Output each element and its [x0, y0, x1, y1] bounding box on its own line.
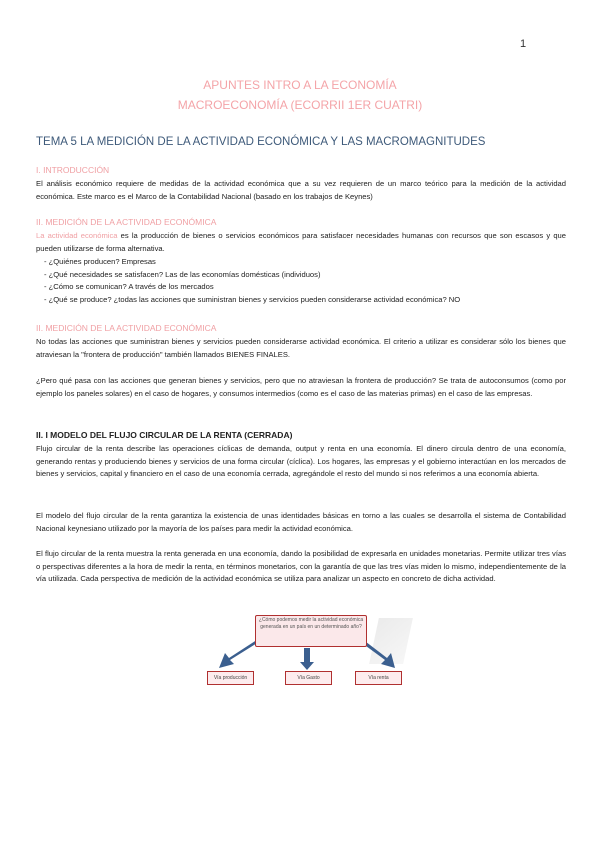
- section-paragraph: El flujo circular de la renta muestra la renta generada en una economía, dando la posibilidad de expresarla en unidades monetarias. Permite utilizar tres vías o perspectivas diferentes a la hora de medir la renta, en términos monetarios, con la garantía de que las tres vías miden lo mismo, independientemente de la vía utilizada. Cada perspectiva de medición de la actividad económica se utiliza para analizar un aspecto en concreto de dicha actividad.: [36, 549, 566, 583]
- box-via-produccion: Vía producción: [207, 671, 254, 685]
- measurement-diagram: [207, 612, 407, 692]
- section-heading-medicion-2: II. MEDICIÓN DE LA ACTIVIDAD ECONÓMICA: [36, 323, 217, 333]
- highlight-term: La actividad económica: [36, 231, 118, 240]
- list-item: - ¿Qué se produce? ¿todas las acciones que suministran bienes y servicios pueden considerarse actividad económica? NO: [44, 294, 460, 307]
- section-paragraph: [36, 230, 566, 255]
- arrow-down-head-icon: [300, 662, 314, 670]
- topic-heading: TEMA 5 LA MEDICIÓN DE LA ACTIVIDAD ECONÓMICA Y LAS MACROMAGNITUDES: [36, 136, 486, 148]
- question-list: [44, 256, 460, 306]
- section-heading-medicion: II. MEDICIÓN DE LA ACTIVIDAD ECONÓMICA: [36, 217, 217, 227]
- arrow-down-icon: [304, 648, 310, 662]
- section-paragraph: El análisis económico requiere de medidas de la actividad económica que a su vez requieren de un marco teórico para la medición de la actividad económica. Este marco es el Marco de la Contabilidad Nacional (basado en los trabajos de Keynes): [36, 179, 566, 201]
- box-via-renta: Vía renta: [355, 671, 402, 685]
- section-paragraph: El modelo del flujo circular de la renta garantiza la existencia de unas identidades básicas en torno a las cuales se desarrolla el sistema de Contabilidad Nacional keynesiano utilizado por la mayoría de los países para medir la actividad económica.: [36, 511, 566, 533]
- paragraph-text: es la producción de bienes o servicios económicos para satisfacer necesidades humanas con recursos que son escasos y que pueden utilizarse de forma alternativa.: [36, 231, 566, 253]
- section-paragraph: No todas las acciones que suministran bienes y servicios pueden considerarse actividad económica. El criterio a utilizar es considerar sólo los bienes que atraviesan la "frontera de producción" también llamados BIENES FINALES.: [36, 337, 566, 359]
- document-subtitle: MACROECONOMÍA (ECORRII 1ER CUATRI): [177, 98, 423, 112]
- section-heading-introduccion: I. INTRODUCCIÓN: [36, 165, 110, 175]
- list-item: - ¿Cómo se comunican? A través de los mercados: [44, 281, 460, 294]
- section-paragraph: ¿Pero qué pasa con las acciones que generan bienes y servicios, pero que no atraviesan la frontera de producción? Se trata de autoconsumos (como por ejemplo los paneles solares) en el caso de hogares, y consumos intermedios (como es el caso de las materias primas) en el caso de las empresas.: [36, 376, 566, 398]
- page-number: 1: [520, 38, 527, 50]
- list-item: - ¿Qué necesidades se satisfacen? Las de las economías domésticas (individuos): [44, 269, 460, 282]
- section-paragraph: Flujo circular de la renta describe las operaciones cíclicas de demanda, output y renta en una economía. El dinero circula dentro de una economía, generando rentas y produciendo bienes y servicios de una forma circular (cíclica). Los hogares, las empresas y el gobierno interactúan en los mercados de bienes y servicios, capital y financiero en el caso de una economía cerrada, agregándole el resto del mundo si nos referimos a una economía abierta.: [36, 444, 566, 478]
- section-heading-flujo-circular: II. I MODELO DEL FLUJO CIRCULAR DE LA RENTA (CERRADA): [36, 430, 293, 440]
- list-item: - ¿Quiénes producen? Empresas: [44, 256, 460, 269]
- document-title: APUNTES INTRO A LA ECONOMÍA: [203, 78, 397, 92]
- box-via-gasto: Vía Gasto: [285, 671, 332, 685]
- diagram-question-box: ¿Cómo podemos medir la actividad económica generada en un país en un determinado año?: [255, 615, 367, 647]
